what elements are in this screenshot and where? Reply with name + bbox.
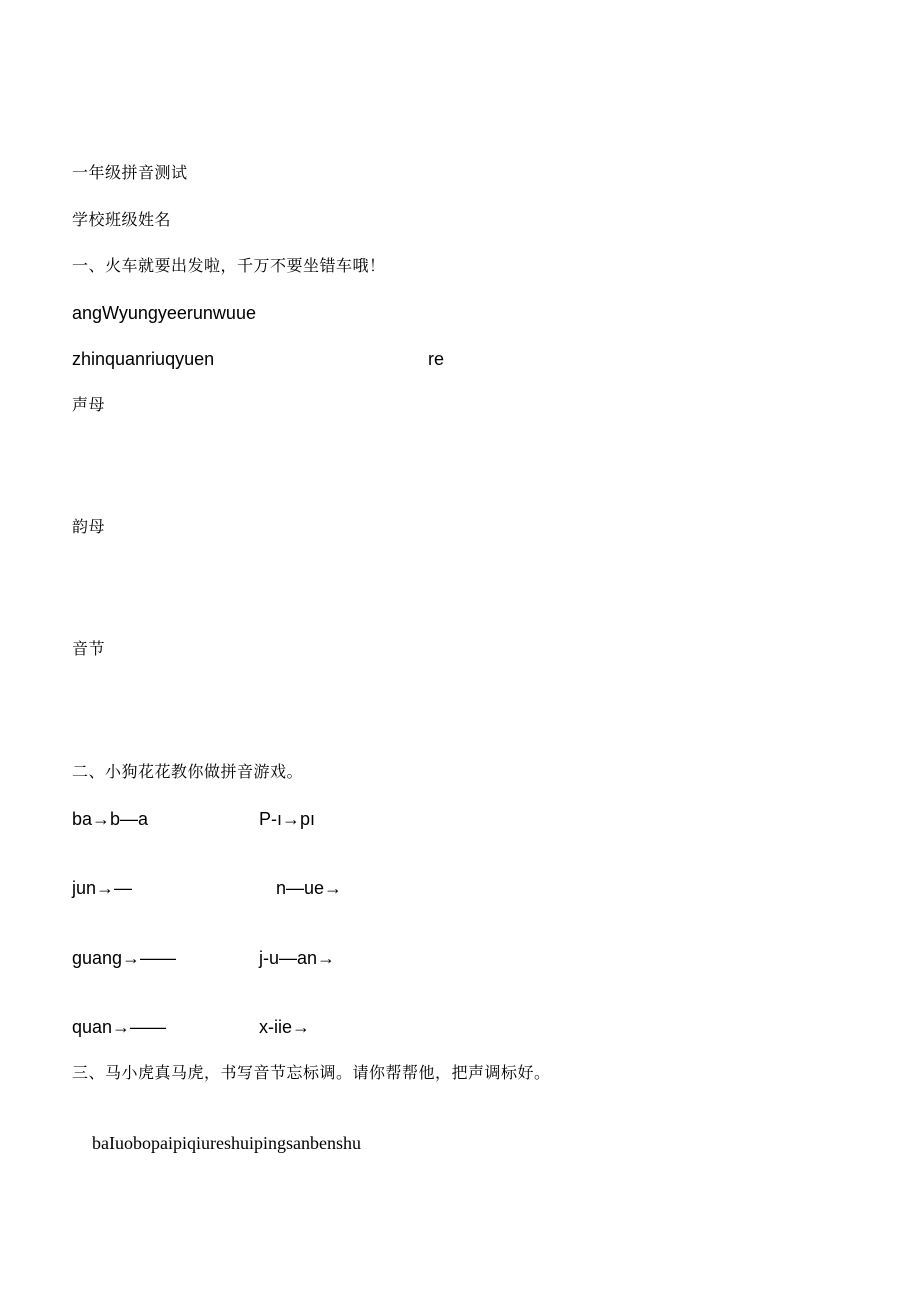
- label-finals: 韵母: [72, 517, 106, 536]
- label-initials: 声母: [72, 395, 106, 414]
- section2-row1-right: P-ı→pı: [259, 809, 316, 829]
- section2-row2-right: n—ue→: [276, 878, 343, 898]
- section2-row4-right: x-iie→: [259, 1017, 311, 1037]
- section1-heading: 一、火车就要出发啦，千万不要坐错车哦！: [72, 256, 386, 275]
- section2-row2-left: jun→—: [72, 878, 133, 898]
- label-syllables: 音节: [72, 639, 106, 658]
- section1-pinyin-row2-right: re: [428, 349, 445, 369]
- section2-row1-left: ba→b—a: [72, 809, 149, 829]
- doc-title: 一年级拼音测试: [72, 163, 188, 182]
- section2-row3-right: j-u—an→: [259, 948, 336, 968]
- section2-row3-left: guang→——: [72, 948, 177, 968]
- student-info-line: 学校班级姓名: [72, 210, 172, 229]
- section3-heading: 三、马小虎真马虎，书写音节忘标调。请你帮帮他，把声调标好。: [72, 1063, 551, 1082]
- section1-pinyin-row1: angWyungyeerunwuue: [72, 303, 256, 323]
- section2-row4-left: quan→——: [72, 1017, 167, 1037]
- section1-pinyin-row2-left: zhinquanriuqyuen: [72, 349, 215, 369]
- section3-pinyin-row: baIuobopaipiqiureshuipingsanbenshu: [92, 1133, 361, 1153]
- section2-heading: 二、小狗花花教你做拼音游戏。: [72, 762, 304, 781]
